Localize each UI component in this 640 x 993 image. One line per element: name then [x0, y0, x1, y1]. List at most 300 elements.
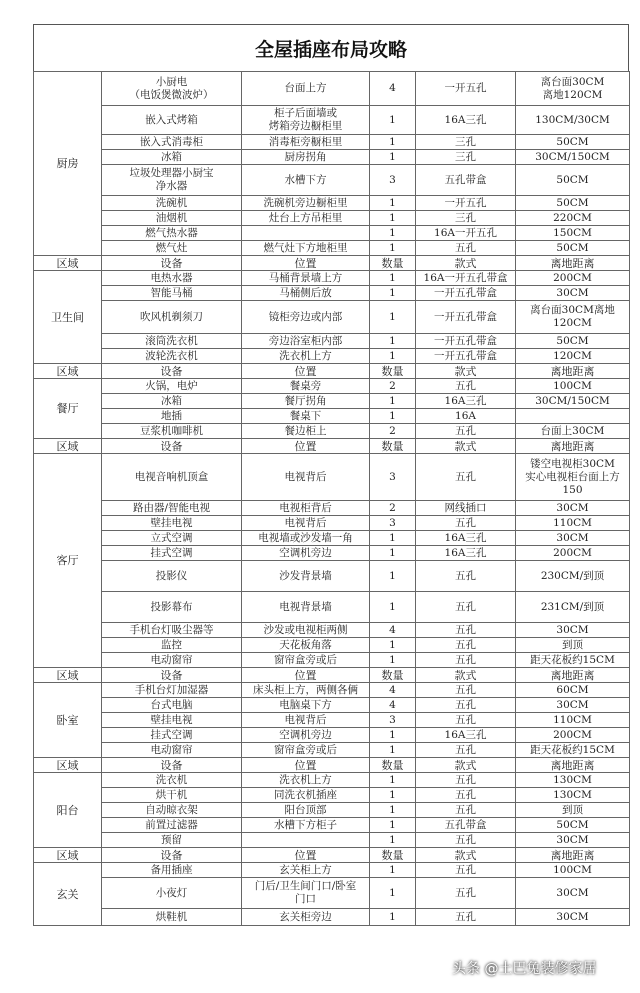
cell-text: 投影仪 — [155, 569, 188, 582]
quantity-cell — [370, 72, 416, 106]
cell-text: 50CM — [556, 196, 589, 209]
cell-text: 1 — [389, 409, 396, 422]
header-device: 设备 — [102, 256, 242, 271]
style-cell — [416, 698, 516, 713]
style-cell — [416, 106, 516, 135]
style-cell — [416, 516, 516, 531]
position-cell — [242, 106, 370, 135]
quantity-cell — [370, 638, 416, 653]
quantity-cell — [370, 379, 416, 394]
device-cell — [102, 773, 242, 788]
position-cell — [242, 226, 370, 241]
table-row — [34, 349, 630, 364]
table-row — [34, 803, 630, 818]
header-area: 区域 — [34, 758, 102, 773]
header-height: 离地距离 — [516, 439, 630, 454]
cell-text: 2 — [389, 379, 396, 392]
device-cell — [102, 334, 242, 349]
cell-text: 50CM — [556, 241, 589, 254]
style-cell — [416, 653, 516, 668]
height-cell — [516, 286, 630, 301]
cell-text: 1 — [389, 150, 396, 163]
cell-text: 五孔 — [455, 886, 476, 899]
style-cell — [416, 743, 516, 758]
cell-text: 火锅，电炉 — [145, 379, 198, 392]
cell-text: 小厨电 — [155, 75, 188, 88]
cell-text: 电脑桌下方 — [279, 698, 332, 711]
cell-text: 距天花板约15CM — [530, 653, 615, 666]
cell-text: 1 — [389, 638, 396, 651]
cell-text: 门口 — [295, 893, 316, 905]
style-cell — [416, 226, 516, 241]
cell-text: 一开五孔带盒 — [434, 349, 497, 362]
cell-text: 150 — [562, 483, 583, 496]
cell-text: 五孔 — [455, 638, 476, 651]
cell-text: 电动窗帘 — [150, 743, 193, 756]
cell-text: 电视背景墙 — [279, 600, 332, 613]
quantity-cell — [370, 863, 416, 878]
device-cell — [102, 531, 242, 546]
header-area: 区域 — [34, 848, 102, 863]
position-cell — [242, 743, 370, 758]
cell-text: 离台面30CM — [540, 75, 605, 88]
height-cell — [516, 211, 630, 226]
cell-text: 1 — [389, 910, 396, 923]
table-row — [34, 561, 630, 592]
table-row — [34, 531, 630, 546]
cell-text: 三孔 — [455, 150, 476, 163]
table-row — [34, 878, 630, 909]
cell-text: 电视柜背后 — [279, 501, 332, 514]
height-cell — [516, 803, 630, 818]
cell-text: 16A — [455, 409, 476, 422]
column-header-row — [34, 848, 630, 863]
cell-text: 1 — [389, 818, 396, 831]
position-cell — [242, 561, 370, 592]
table-row — [34, 773, 630, 788]
device-cell — [102, 271, 242, 286]
cell-text: 五孔 — [455, 803, 476, 816]
cell-text: 沙发背景墙 — [279, 569, 332, 582]
cell-text: 台式电脑 — [150, 698, 193, 711]
position-cell — [242, 516, 370, 531]
style-cell — [416, 379, 516, 394]
style-cell — [416, 546, 516, 561]
quantity-cell — [370, 349, 416, 364]
header-style: 款式 — [416, 439, 516, 454]
style-cell — [416, 286, 516, 301]
cell-text: 五孔 — [455, 470, 476, 483]
header-height: 离地距离 — [516, 364, 630, 379]
cell-text: 50CM — [556, 135, 589, 148]
cell-text: 烘干机 — [155, 788, 188, 801]
style-cell — [416, 349, 516, 364]
cell-text: 壁挂电视 — [150, 713, 193, 726]
cell-text: 一开五孔带盒 — [434, 286, 497, 299]
header-height: 离地距离 — [516, 758, 630, 773]
quantity-cell — [370, 454, 416, 501]
header-style: 款式 — [416, 668, 516, 683]
header-height: 离地距离 — [516, 848, 630, 863]
device-cell — [102, 409, 242, 424]
cell-text: 220CM — [553, 211, 592, 224]
table-row — [34, 909, 630, 926]
position-cell — [242, 150, 370, 165]
cell-text: 60CM — [556, 683, 589, 696]
cell-text: 电视背后 — [284, 470, 327, 483]
quantity-cell — [370, 334, 416, 349]
style-cell — [416, 72, 516, 106]
cell-text: 1 — [389, 569, 396, 582]
cell-text: 五孔 — [455, 683, 476, 696]
cell-text: 净水器 — [155, 180, 188, 192]
quantity-cell — [370, 409, 416, 424]
cell-text: 五孔 — [455, 653, 476, 666]
table-row — [34, 165, 630, 196]
cell-text: 200CM — [553, 271, 592, 284]
cell-text: 床头柜上方，两侧各俩 — [253, 683, 358, 696]
height-cell — [516, 349, 630, 364]
height-cell — [516, 743, 630, 758]
position-cell — [242, 623, 370, 638]
cell-text: 地插 — [161, 409, 182, 422]
cell-text: 吹风机剃须刀 — [140, 310, 203, 323]
style-cell — [416, 638, 516, 653]
area-cell: 厨房 — [34, 72, 102, 256]
device-cell — [102, 683, 242, 698]
position-cell — [242, 135, 370, 150]
cell-text: 三孔 — [455, 211, 476, 224]
position-cell — [242, 349, 370, 364]
height-cell — [516, 301, 630, 334]
cell-text: 50CM — [556, 334, 589, 347]
quantity-cell — [370, 424, 416, 439]
cell-text: 16A三孔 — [444, 531, 487, 544]
cell-text: 16A三孔 — [444, 728, 487, 741]
cell-text: 冰箱 — [161, 150, 182, 163]
cell-text: 1 — [389, 113, 396, 126]
style-cell — [416, 241, 516, 256]
height-cell — [516, 72, 630, 106]
quantity-cell — [370, 165, 416, 196]
cell-text: 滚筒洗衣机 — [145, 334, 198, 347]
height-cell — [516, 909, 630, 926]
area-cell: 卫生间 — [34, 271, 102, 364]
cell-text: 三孔 — [455, 135, 476, 148]
column-header-row — [34, 256, 630, 271]
cell-text: 1 — [389, 271, 396, 284]
cell-text: 1 — [389, 286, 396, 299]
quantity-cell — [370, 728, 416, 743]
header-quantity: 数量 — [370, 256, 416, 271]
position-cell — [242, 546, 370, 561]
style-cell — [416, 773, 516, 788]
style-cell — [416, 196, 516, 211]
cell-text: 垃圾处理器小厨宝 — [129, 167, 214, 179]
cell-text: 网线插口 — [444, 501, 487, 514]
table-row — [34, 623, 630, 638]
cell-text: 一开五孔带盒 — [434, 310, 497, 323]
cell-text: 手机台灯加湿器 — [134, 683, 209, 696]
cell-text: 1 — [389, 394, 396, 407]
position-cell — [242, 788, 370, 803]
cell-text: 3 — [389, 173, 396, 186]
device-cell — [102, 379, 242, 394]
position-cell — [242, 394, 370, 409]
height-cell — [516, 878, 630, 909]
quantity-cell — [370, 653, 416, 668]
position-cell — [242, 818, 370, 833]
header-area: 区域 — [34, 256, 102, 271]
device-cell — [102, 728, 242, 743]
cell-text: 实心电视柜台面上方 — [525, 470, 620, 483]
cell-text: 柜子后面墙或 — [274, 107, 337, 119]
device-cell — [102, 909, 242, 926]
cell-text: 230CM/到顶 — [540, 569, 605, 582]
cell-text: 灶台上方吊柜里 — [268, 211, 343, 224]
cell-text: 壁挂电视 — [150, 516, 193, 529]
column-header-row — [34, 758, 630, 773]
position-cell — [242, 773, 370, 788]
device-cell — [102, 833, 242, 848]
cell-text: 30CM/150CM — [535, 394, 610, 407]
cell-text: 玄关柜旁边 — [279, 910, 332, 923]
height-cell — [516, 713, 630, 728]
style-cell — [416, 561, 516, 592]
device-cell — [102, 211, 242, 226]
cell-text: 旁边浴室柜内部 — [268, 334, 343, 347]
outlet-layout-sheet — [33, 24, 629, 926]
device-cell — [102, 638, 242, 653]
cell-text: 1 — [389, 653, 396, 666]
cell-text: 1 — [389, 546, 396, 559]
position-cell — [242, 211, 370, 226]
table-row — [34, 516, 630, 531]
area-cell: 卧室 — [34, 683, 102, 758]
style-cell — [416, 409, 516, 424]
cell-text: 路由器/智能电视 — [132, 501, 211, 514]
cell-text: 4 — [389, 698, 396, 711]
cell-text: 16A三孔 — [444, 113, 487, 126]
header-position: 位置 — [242, 758, 370, 773]
style-cell — [416, 424, 516, 439]
cell-text: 100CM — [553, 863, 592, 876]
device-cell — [102, 653, 242, 668]
style-cell — [416, 909, 516, 926]
position-cell — [242, 334, 370, 349]
style-cell — [416, 878, 516, 909]
device-cell — [102, 788, 242, 803]
cell-text: 波轮洗衣机 — [145, 349, 198, 362]
cell-text: 电视墙或沙发墙一角 — [258, 531, 353, 544]
quantity-cell — [370, 516, 416, 531]
cell-text: 4 — [389, 82, 396, 94]
device-cell — [102, 818, 242, 833]
height-cell — [516, 638, 630, 653]
page-title: 全屋插座布局攻略 — [33, 24, 629, 71]
cell-text: 空调机旁边 — [279, 546, 332, 559]
cell-text: 110CM — [553, 516, 592, 529]
style-cell — [416, 728, 516, 743]
cell-text: 马桶背景墙上方 — [268, 271, 343, 284]
column-header-row — [34, 364, 630, 379]
table-row — [34, 454, 630, 501]
cell-text: 立式空调 — [150, 531, 193, 544]
cell-text: 烘鞋机 — [155, 910, 188, 923]
cell-text: 智能马桶 — [150, 286, 193, 299]
position-cell — [242, 878, 370, 909]
header-quantity: 数量 — [370, 439, 416, 454]
table-body — [34, 72, 630, 926]
cell-text: 餐桌下 — [289, 409, 322, 422]
cell-text: 1 — [389, 886, 396, 899]
cell-text: 嵌入式消毒柜 — [140, 135, 203, 148]
cell-text: 阳台顶部 — [284, 803, 327, 816]
header-area: 区域 — [34, 439, 102, 454]
cell-text: 洗衣机上方 — [279, 349, 332, 362]
height-cell — [516, 773, 630, 788]
height-cell — [516, 135, 630, 150]
height-cell — [516, 546, 630, 561]
header-area: 区域 — [34, 364, 102, 379]
style-cell — [416, 301, 516, 334]
cell-text: 洗衣机 — [155, 773, 188, 786]
cell-text: 3 — [389, 470, 396, 483]
quantity-cell — [370, 546, 416, 561]
header-quantity: 数量 — [370, 668, 416, 683]
cell-text: 3 — [389, 516, 396, 529]
column-header-row — [34, 668, 630, 683]
style-cell — [416, 334, 516, 349]
cell-text: 120CM — [553, 349, 592, 362]
cell-text: 台面上方 — [284, 82, 327, 94]
quantity-cell — [370, 698, 416, 713]
cell-text: 沙发或电视柜两侧 — [263, 623, 348, 636]
table-row — [34, 501, 630, 516]
height-cell — [516, 196, 630, 211]
cell-text: 窗帘盒旁或后 — [274, 743, 337, 756]
cell-text: 30CM — [556, 833, 589, 846]
quantity-cell — [370, 592, 416, 623]
height-cell — [516, 516, 630, 531]
device-cell — [102, 226, 242, 241]
style-cell — [416, 683, 516, 698]
cell-text: 水槽下方 — [284, 173, 327, 186]
cell-text: 消毒柜旁橱柜里 — [268, 135, 343, 148]
cell-text: 3 — [389, 713, 396, 726]
device-cell — [102, 301, 242, 334]
watermark: 头条 @土巴兔装修家居 — [452, 961, 597, 977]
device-cell — [102, 698, 242, 713]
quantity-cell — [370, 211, 416, 226]
table-row — [34, 301, 630, 334]
cell-text: 五孔 — [455, 910, 476, 923]
cell-text: 前置过滤器 — [145, 818, 198, 831]
quantity-cell — [370, 271, 416, 286]
height-cell — [516, 683, 630, 698]
device-cell — [102, 803, 242, 818]
table-row — [34, 863, 630, 878]
header-area: 区域 — [34, 668, 102, 683]
cell-text: 电视音响机顶盒 — [134, 470, 209, 483]
position-cell — [242, 863, 370, 878]
quantity-cell — [370, 818, 416, 833]
height-cell — [516, 653, 630, 668]
table-row — [34, 409, 630, 424]
cell-text: 餐厅拐角 — [284, 394, 327, 407]
header-style: 款式 — [416, 848, 516, 863]
cell-text: 燃气热水器 — [145, 226, 198, 239]
header-device: 设备 — [102, 668, 242, 683]
table-row — [34, 379, 630, 394]
style-cell — [416, 833, 516, 848]
cell-text: 备用插座 — [150, 863, 193, 876]
cell-text: 电热水器 — [150, 271, 193, 284]
cell-text: 1 — [389, 803, 396, 816]
cell-text: 200CM — [553, 728, 592, 741]
table-row — [34, 106, 630, 135]
header-quantity: 数量 — [370, 848, 416, 863]
cell-text: 五孔 — [455, 833, 476, 846]
cell-text: 距天花板约15CM — [530, 743, 615, 756]
position-cell — [242, 196, 370, 211]
cell-text: 燃气灶 — [155, 241, 188, 254]
cell-text: 130CM — [553, 773, 592, 786]
cell-text: 1 — [389, 241, 396, 254]
height-cell — [516, 226, 630, 241]
position-cell — [242, 271, 370, 286]
style-cell — [416, 713, 516, 728]
height-cell — [516, 561, 630, 592]
header-height: 离地距离 — [516, 256, 630, 271]
cell-text: 1 — [389, 728, 396, 741]
table-row — [34, 833, 630, 848]
style-cell — [416, 788, 516, 803]
header-position: 位置 — [242, 668, 370, 683]
quantity-cell — [370, 301, 416, 334]
cell-text: 预留 — [161, 833, 182, 846]
height-cell — [516, 424, 630, 439]
cell-text: 监控 — [161, 638, 182, 651]
cell-text: 电视背后 — [284, 516, 327, 529]
height-cell — [516, 833, 630, 848]
cell-text: 16A一开五孔带盒 — [423, 271, 508, 284]
table-row — [34, 592, 630, 623]
device-cell — [102, 150, 242, 165]
quantity-cell — [370, 196, 416, 211]
cell-text: 30CM/150CM — [535, 150, 610, 163]
table-row — [34, 713, 630, 728]
cell-text: 挂式空调 — [150, 728, 193, 741]
cell-text: 五孔 — [455, 863, 476, 876]
cell-text: 玄关柜上方 — [279, 863, 332, 876]
position-cell — [242, 683, 370, 698]
height-cell — [516, 863, 630, 878]
cell-text: 五孔 — [455, 241, 476, 254]
cell-text: 洗衣机上方 — [279, 773, 332, 786]
device-cell — [102, 196, 242, 211]
quantity-cell — [370, 683, 416, 698]
cell-text: 台面上30CM — [540, 424, 605, 437]
device-cell — [102, 165, 242, 196]
cell-text: 30CM — [556, 623, 589, 636]
height-cell — [516, 271, 630, 286]
table-row — [34, 743, 630, 758]
table-row — [34, 150, 630, 165]
cell-text: 厨房拐角 — [284, 150, 327, 163]
cell-text: 1 — [389, 531, 396, 544]
position-cell — [242, 713, 370, 728]
